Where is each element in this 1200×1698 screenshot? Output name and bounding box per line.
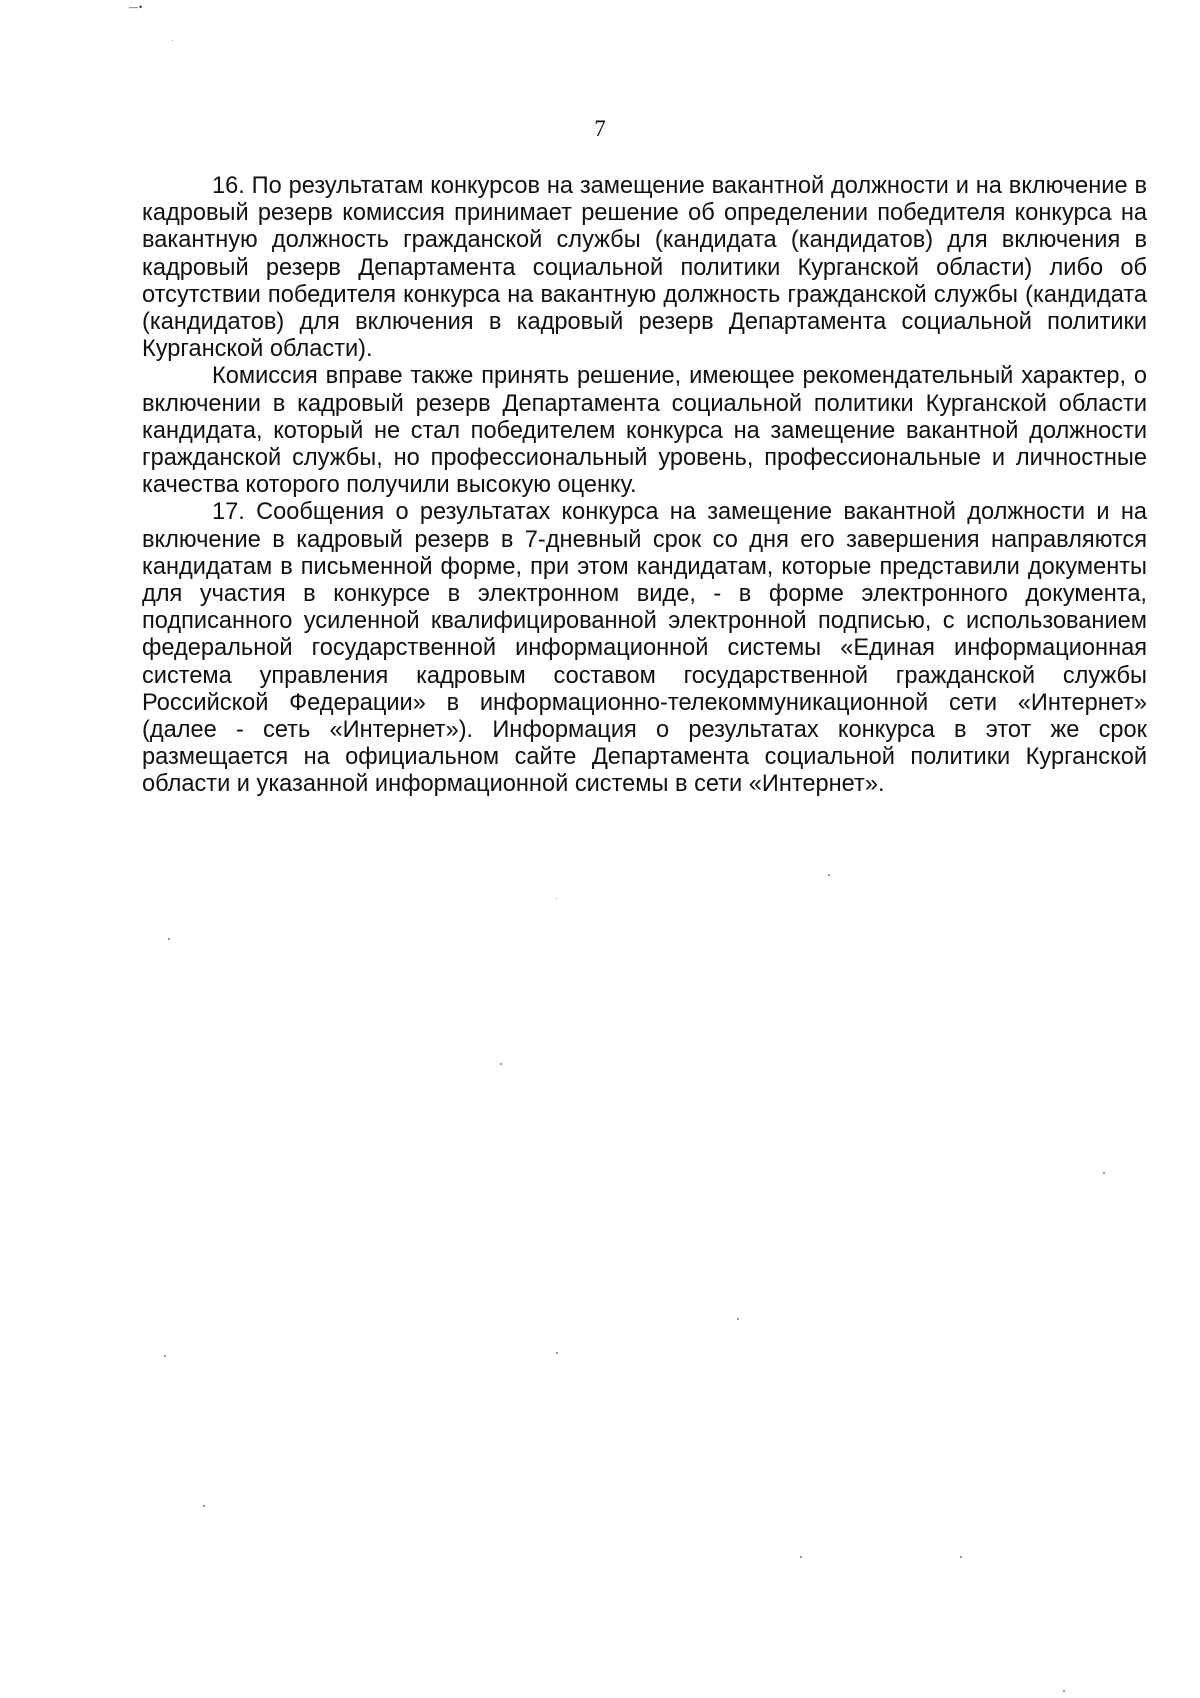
scan-speck [737,1318,739,1320]
scan-speck [1063,1690,1065,1692]
scan-speck [172,40,173,41]
scan-speck [800,1556,802,1558]
paragraph-17: 17. Сообщения о результатах конкурса на замещение вакантной должности и на включение в кадровый резерв в 7-дневный срок со дня его завершения направляются кандидатам в письменной форме, при этом кандидатам, которые представили документы для участия в конкурсе в электронном виде, - в форме электронного документа, подписанного усиленной квалифицированной электронной подписью, с использованием федеральной государственной информационной системы «Единая информационная система управления кадровым составом государственной гражданской службы Российской Федерации» в информационно-телекоммуникационной сети «Интернет» (далее - сеть «Интернет»). Информация о результатах конкурса в этот же срок размещается на официальном сайте Департамента социальной политики Курганской области и указанной информационной системы в сети «Интернет». [142,499,1147,798]
scan-speck [556,898,557,899]
scan-speck [556,1352,558,1354]
document-body [142,173,1147,799]
paragraph-commission-right: Комиссия вправе также принять решение, имеющее рекомендательный характер, о включении в кадровый резерв Департамента социальной политики Курганской области кандидата, который не стал победителем конкурса на замещение вакантной должности гражданской службы, но профессиональный уровень, профессиональные и личностные качества которого получили высокую оценку. [142,363,1147,499]
scan-speck [164,1355,166,1357]
page-number: 7 [594,116,606,141]
paragraph-16: 16. По результатам конкурсов на замещение вакантной должности и на включение в кадровый резерв комиссия принимает решение об определении победителя конкурса на вакантную должность гражданской службы (кандидата (кандидатов) для включения в кадровый резерв Департамента социальной политики Курганской области) либо об отсутствии победителя конкурса на вакантную должность гражданской службы (кандидата (кандидатов) для включения в кадровый резерв Департамента социальной политики Курганской области). [142,173,1147,363]
scan-speck [828,874,830,876]
scan-speck [203,1505,205,1507]
scan-speck [168,938,170,940]
scan-speck [960,1556,962,1558]
scan-speck [1103,1172,1105,1174]
scan-speck [500,1063,502,1065]
scan-artifact-mark: —• [129,2,144,12]
